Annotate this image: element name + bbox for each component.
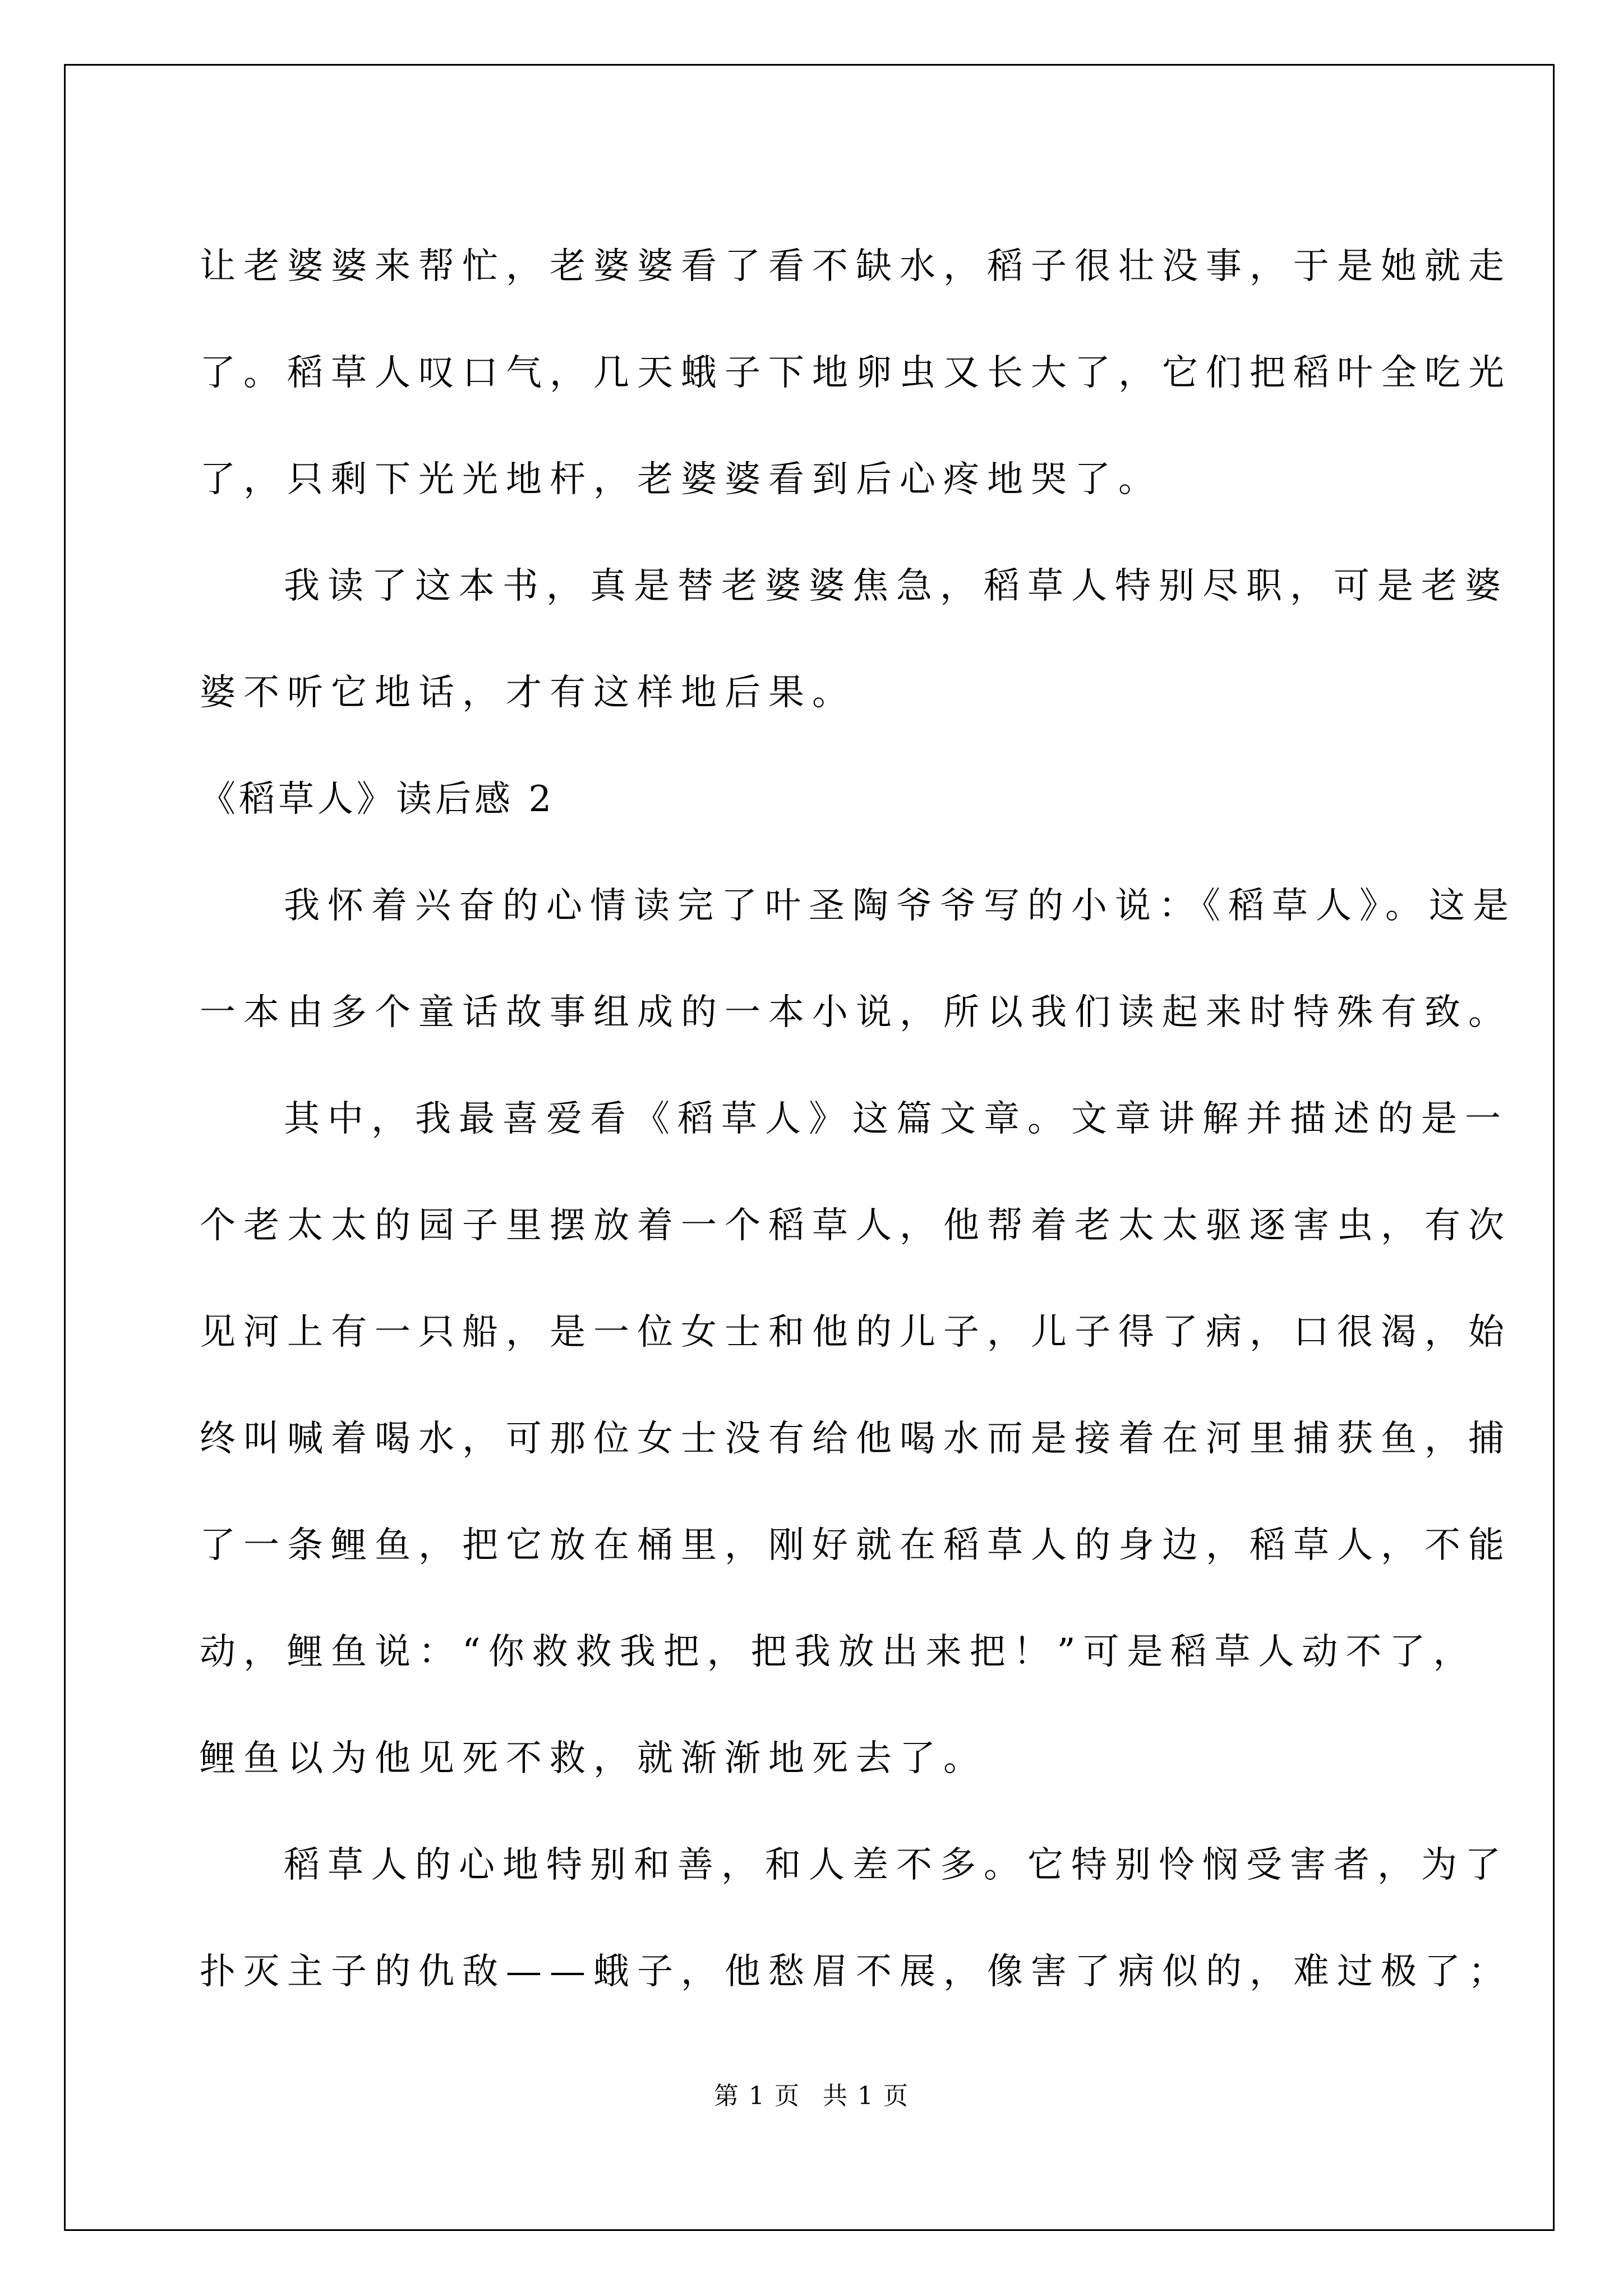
document-body <box>200 213 1516 2025</box>
text-line: 了一条鲤鱼，把它放在桶里，刚好就在稻草人的身边，稻草人，不能 <box>200 1525 1512 1566</box>
text-line: 一本由多个童话故事组成的一本小说，所以我们读起来时特殊有致。 <box>200 992 1512 1033</box>
text-line: 动，鲤鱼说：“你救救我把，把我放出来把！”可是稻草人动不了， <box>200 1631 1477 1673</box>
text-line: 稻草人的心地特别和善，和人差不多。它特别怜悯受害者，为了 <box>284 1844 1509 1886</box>
text-line: 见河上有一只船，是一位女士和他的儿子，儿子得了病，口很渴，始 <box>200 1312 1512 1353</box>
section-heading: 《稻草人》读后感 2 <box>200 779 555 820</box>
text-line: 我怀着兴奋的心情读完了叶圣陶爷爷写的小说：《稻草人》。这是 <box>284 885 1516 927</box>
text-line: 鲤鱼以为他见死不救，就渐渐地死去了。 <box>200 1738 987 1779</box>
text-line: 我读了这本书，真是替老婆婆焦急，稻草人特别尽职，可是老婆 <box>284 565 1509 607</box>
page-total: 共 1 页 <box>823 2082 909 2110</box>
text-line: 婆不听它地话，才有这样地后果。 <box>200 672 856 714</box>
text-line: 了，只剩下光光地杆，老婆婆看到后心疼地哭了。 <box>200 459 1162 500</box>
text-line: 个老太太的园子里摆放着一个稻草人，他帮着老太太驱逐害虫，有次 <box>200 1205 1512 1246</box>
text-line: 其中，我最喜爱看《稻草人》这篇文章。文章讲解并描述的是一 <box>284 1098 1509 1140</box>
text-line: 让老婆婆来帮忙，老婆婆看了看不缺水，稻子很壮没事，于是她就走 <box>200 246 1512 287</box>
page-footer <box>0 2076 1623 2111</box>
page-number: 第 1 页 <box>714 2082 800 2110</box>
text-line: 扑灭主子的仇敌——蛾子，他愁眉不展，像害了病似的，难过极了； <box>200 1951 1512 1993</box>
text-line: 终叫喊着喝水，可那位女士没有给他喝水而是接着在河里捕获鱼，捕 <box>200 1418 1512 1460</box>
text-line: 了。稻草人叹口气，几天蛾子下地卵虫又长大了，它们把稻叶全吃光 <box>200 352 1512 394</box>
